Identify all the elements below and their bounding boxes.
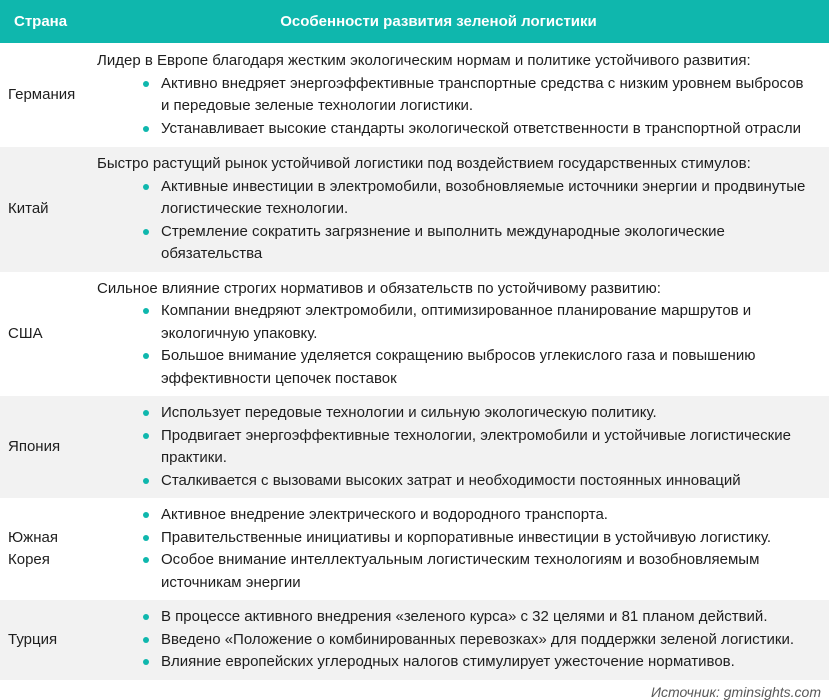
bullet-list — [97, 176, 815, 266]
table-row-south-korea — [0, 498, 829, 600]
list-item — [143, 504, 815, 527]
table-row-usa — [0, 272, 829, 397]
country-label: США — [8, 324, 43, 342]
features-cell — [88, 498, 829, 600]
row-intro-text: Сильное влияние строгих нормативов и обязательств по устойчивому развитию: — [97, 279, 661, 297]
bullet-text: Устанавливает высокие стандарты экологической ответственности в транспортной отрасли — [161, 119, 801, 137]
bullet-text: Правительственные инициативы и корпоративные инвестиции в устойчивую логистику. — [161, 528, 772, 546]
country-label: Германия — [8, 86, 76, 103]
bullet-icon — [143, 433, 149, 439]
bullet-list — [97, 504, 815, 594]
list-item — [143, 549, 815, 594]
bullet-text: Введено «Положение о комбинированных перевозках» для поддержки зеленой логистики. — [161, 630, 794, 648]
bullet-list — [97, 300, 815, 390]
features-cell — [88, 396, 829, 498]
bullet-text: Продвигает энергоэффективные технологии, электромобили и устойчивые логистические практики. — [161, 426, 791, 466]
bullet-icon — [143, 637, 149, 643]
table-row-germany — [0, 43, 829, 147]
features-cell — [88, 147, 829, 272]
bullet-icon — [143, 81, 149, 87]
bullet-text: Большое внимание уделяется сокращению выбросов углекислого газа и повышению эффективности цепочек поставок — [161, 347, 756, 387]
list-item — [143, 425, 815, 470]
bullet-text: Активно внедряет энергоэффективные транспортные средства с низким уровнем выбросов и передовые зеленые технологии логистики. — [161, 74, 804, 114]
table-row-china — [0, 147, 829, 272]
bullet-text: Использует передовые технологии и сильную экологическую политику. — [161, 404, 657, 421]
bullet-icon — [143, 229, 149, 235]
table-header-row — [0, 0, 829, 43]
bullet-text: В процессе активного внедрения «зеленого курса» с 32 целями и 81 планом действий. — [161, 608, 768, 625]
bullet-icon — [143, 659, 149, 665]
header-cell-features: Особенности развития зеленой логистики — [280, 13, 597, 30]
header-cell-country: Страна — [14, 13, 68, 30]
list-item — [143, 300, 815, 345]
bullet-list — [97, 73, 815, 141]
bullet-icon — [143, 535, 149, 541]
row-intro-text: Лидер в Европе благодаря жестким экологическим нормам и политике устойчивого развития: — [97, 52, 751, 69]
bullet-icon — [143, 308, 149, 314]
bullet-text: Особое внимание интеллектуальным логистическим технологиям и возобновляемым источникам энергии — [161, 551, 760, 591]
bullet-text: Активные инвестиции в электромобили, возобновляемые источники энергии и продвинутые логистические технологии. — [161, 177, 806, 217]
table-row-turkey — [0, 600, 829, 680]
bullet-list — [97, 402, 815, 492]
bullet-text: Влияние европейских углеродных налогов стимулирует ужесточение нормативов. — [161, 653, 735, 670]
features-cell — [88, 600, 829, 680]
bullet-icon — [143, 478, 149, 484]
list-item — [143, 73, 815, 118]
bullet-text: Компании внедряют электромобили, оптимизированное планирование маршрутов и экологичную упаковку. — [161, 302, 752, 342]
country-label: Турция — [8, 630, 58, 648]
list-item — [143, 402, 815, 425]
row-intro-text: Быстро растущий рынок устойчивой логистики под воздействием государственных стимулов: — [97, 155, 751, 172]
bullet-icon — [143, 410, 149, 416]
bullet-icon — [143, 512, 149, 518]
bullet-text: Стремление сократить загрязнение и выполнить международные экологические обязательства — [161, 222, 725, 262]
bullet-icon — [143, 353, 149, 359]
source-attribution: Источник: gminsights.com — [650, 683, 821, 700]
list-item — [143, 606, 815, 629]
bullet-icon — [143, 184, 149, 190]
list-item — [143, 651, 815, 674]
table-row-japan — [0, 396, 829, 498]
bullet-list — [97, 606, 815, 674]
list-item — [143, 345, 815, 390]
bullet-icon — [143, 557, 149, 563]
bullet-text: Активное внедрение электрического и водородного транспорта. — [161, 506, 608, 523]
bullet-text: Сталкивается с вызовами высоких затрат и необходимости постоянных инноваций — [161, 471, 741, 489]
list-item — [143, 176, 815, 221]
country-label: Китай — [8, 200, 49, 218]
features-cell — [88, 272, 829, 397]
bullet-icon — [143, 614, 149, 620]
country-label: Южная Корея — [8, 529, 58, 568]
list-item — [143, 118, 815, 141]
features-cell — [88, 43, 829, 147]
country-label: Япония — [8, 438, 61, 455]
bullet-icon — [143, 126, 149, 132]
list-item — [143, 527, 815, 550]
list-item — [143, 221, 815, 266]
list-item — [143, 629, 815, 652]
list-item — [143, 470, 815, 493]
